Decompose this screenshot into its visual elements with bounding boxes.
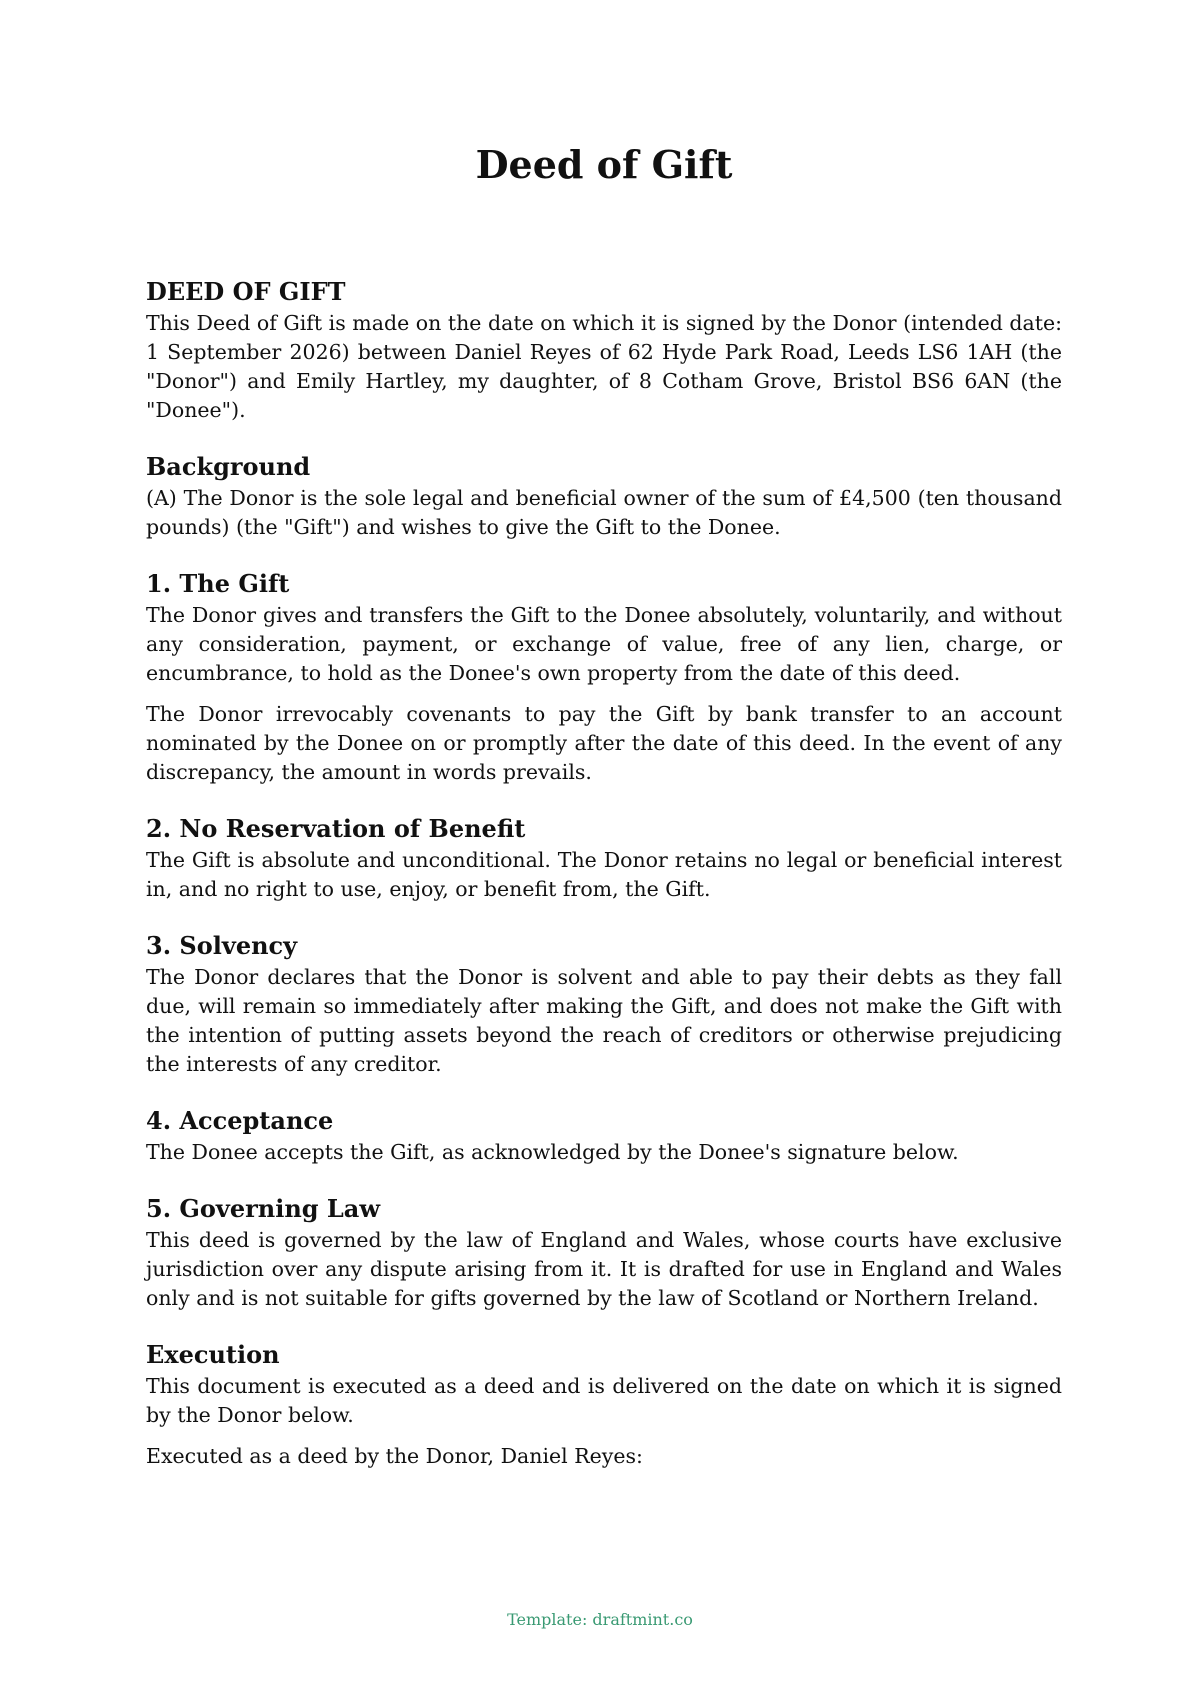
section-heading: Background [146,452,311,481]
section-heading: 5. Governing Law [146,1194,381,1223]
document-title: Deed of Gift [475,142,733,187]
section-paragraph: The Donor gives and transfers the Gift to the Donee absolutely, voluntarily, and without any consideration, payment, or exchange of value, free of any lien, charge, or encumbrance, to hold as the Donee's own property from the date of this deed. [146,603,1062,685]
section-execution [146,1339,1062,1471]
section-governing-law [146,1193,1062,1313]
section-acceptance [146,1105,1062,1167]
section-heading: Execution [146,1340,280,1369]
section-paragraph: The Donee accepts the Gift, as acknowledged by the Donee's signature below. [146,1140,959,1164]
section-no-reservation [146,813,1062,904]
section-paragraph: The Gift is absolute and unconditional. The Donor retains no legal or beneficial interest in, and no right to use, enjoy, or benefit from, the Gift. [146,848,1062,901]
execution-line: Executed as a deed by the Donor, Daniel Reyes: [146,1444,643,1468]
template-footer: Template: draftmint.co [507,1610,693,1629]
section-paragraph: (A) The Donor is the sole legal and beneficial owner of the sum of £4,500 (ten thousand pounds) (the "Gift") and wishes to give the Gift to the Donee. [146,486,1062,539]
section-heading: 4. Acceptance [146,1106,334,1135]
section-paragraph: This deed is governed by the law of England and Wales, whose courts have exclusive jurisdiction over any dispute arising from it. It is drafted for use in England and Wales only and is not suitable for gifts governed by the law of Scotland or Northern Ireland. [146,1228,1062,1310]
section-heading: 2. No Reservation of Benefit [146,814,526,843]
intro-paragraph: This Deed of Gift is made on the date on which it is signed by the Donor (intended date: 1 September 2026) between Daniel Reyes of 62 Hyde Park Road, Leeds LS6 1AH (the "Donor") and Emily Hartley, my daughter, of 8 Cotham Grove, Bristol BS6 6AN (the "Donee"). [146,311,1062,422]
section-paragraph: The Donor declares that the Donor is solvent and able to pay their debts as they fall due, will remain so immediately after making the Gift, and does not make the Gift with the intention of putting assets beyond the reach of creditors or otherwise prejudicing the interests of any creditor. [146,965,1062,1076]
section-background [146,451,1062,542]
section-paragraph: The Donor irrevocably covenants to pay the Gift by bank transfer to an account nominated by the Donee on or promptly after the date of this deed. In the event of any discrepancy, the amount in words prevails. [146,702,1062,784]
document-body [146,276,1062,1471]
deed-heading: DEED OF GIFT [146,277,346,306]
section-the-gift [146,568,1062,787]
section-solvency [146,930,1062,1079]
section-paragraph: This document is executed as a deed and is delivered on the date on which it is signed by the Donor below. [146,1374,1062,1427]
preamble-section [146,276,1062,425]
section-heading: 3. Solvency [146,931,298,960]
section-heading: 1. The Gift [146,569,290,598]
